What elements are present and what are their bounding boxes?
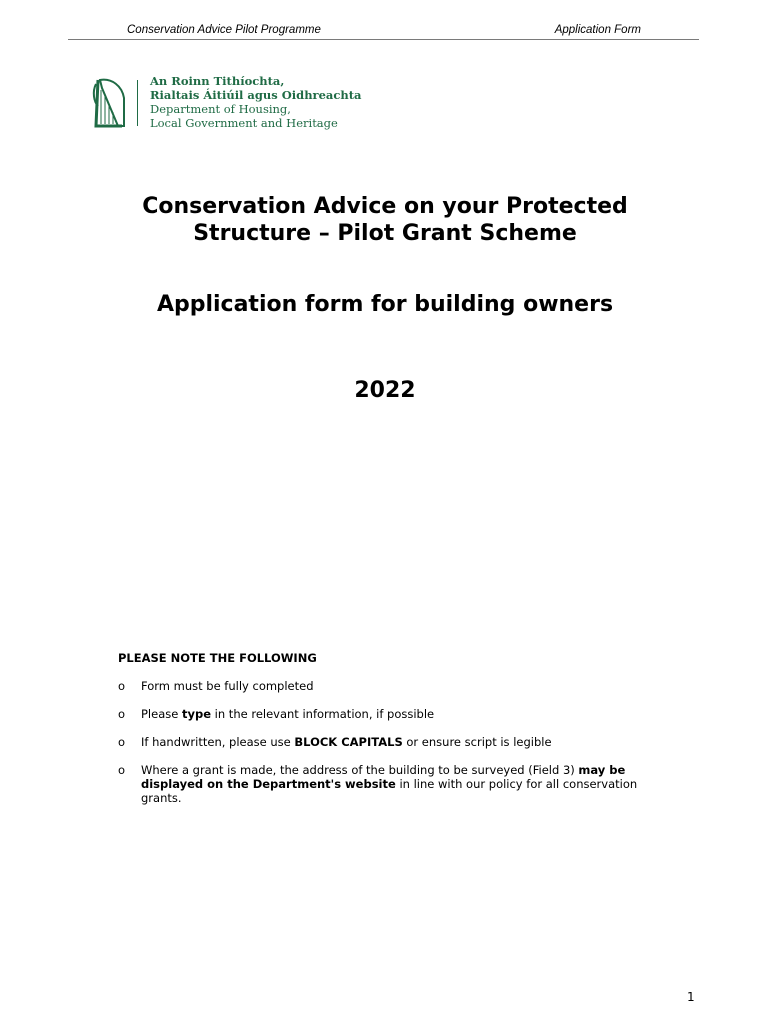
list-item <box>118 763 678 805</box>
header-form-name: Application Form <box>554 24 641 36</box>
document-title <box>0 193 770 247</box>
department-logo <box>92 74 362 132</box>
title-line-2: Structure – Pilot Grant Scheme <box>193 221 577 246</box>
logo-line-english-2: Local Government and Heritage <box>150 116 338 130</box>
document-subtitle: Application form for building owners <box>156 292 614 317</box>
list-item <box>118 679 678 693</box>
bullet-text: or ensure script is legible <box>402 735 552 749</box>
bullet-text: Please <box>141 707 182 721</box>
bullet-text: Form must be fully completed <box>141 679 314 693</box>
bullet-emphasis: type <box>181 707 212 721</box>
department-name <box>150 74 362 130</box>
header-programme: Conservation Advice Pilot Programme <box>127 24 321 36</box>
list-item <box>118 707 678 721</box>
title-line-1: Conservation Advice on your Protected <box>142 194 628 219</box>
bullet-mark: o <box>118 707 126 721</box>
bullet-text: in the relevant information, if possible <box>211 707 435 721</box>
logo-line-english-1: Department of Housing, <box>150 102 291 116</box>
bullet-emphasis: may be displayed on the Department's website <box>141 763 626 791</box>
note-list <box>118 679 678 819</box>
page-header <box>68 22 699 40</box>
bullet-text: If handwritten, please use <box>141 735 295 749</box>
logo-divider <box>137 80 138 126</box>
bullet-text: Where a grant is made, the address of the building to be surveyed (Field 3) <box>141 763 579 777</box>
logo-line-irish-2: Rialtais Áitiúil agus Oidhreachta <box>150 88 362 102</box>
bullet-emphasis: BLOCK CAPITALS <box>294 735 403 749</box>
document-year: 2022 <box>354 378 416 403</box>
logo-line-irish-1: An Roinn Tithíochta, <box>150 74 285 88</box>
list-item <box>118 735 678 749</box>
note-heading: PLEASE NOTE THE FOLLOWING <box>118 651 317 665</box>
harp-icon <box>92 76 128 130</box>
bullet-mark: o <box>118 735 126 749</box>
bullet-text: in line with our policy for all conservation grants. <box>141 777 638 805</box>
bullet-mark: o <box>118 763 126 777</box>
bullet-mark: o <box>118 679 126 693</box>
page-number: 1 <box>687 990 695 1004</box>
